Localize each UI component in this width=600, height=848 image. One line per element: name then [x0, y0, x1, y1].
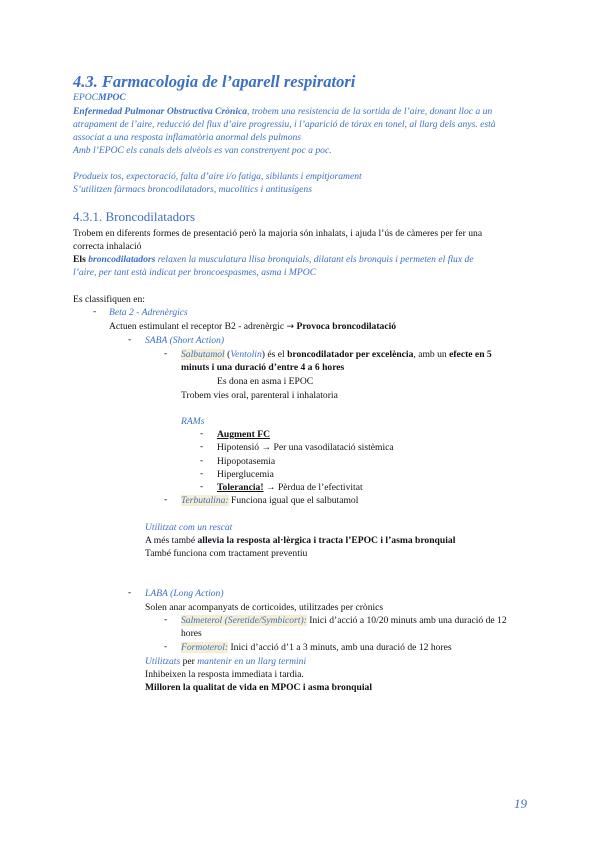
bullet-dash: -	[164, 641, 168, 652]
salbutamol-brand: Ventolin	[230, 349, 262, 360]
formoterol-desc: Inici d’acció d’1 a 3 minuts, amb una duració de 12 hores	[228, 642, 452, 653]
arrow-icon: →	[286, 322, 295, 332]
ram-item	[217, 481, 363, 494]
definition-line-4: Amb l’EPOC els canals dels alvèols es van constrenyent poc a poc.	[73, 145, 332, 156]
subsection-title: 4.3.1. Broncodilatadors	[73, 209, 196, 224]
terbutalina-line	[181, 494, 358, 507]
saba-preventive: També funciona com tractament preventiu	[145, 548, 308, 559]
terbutalina-desc: Funciona igual que el salbutamol	[228, 495, 359, 506]
salbutamol-name: Salbutamol	[181, 349, 225, 360]
bullet-dash: -	[164, 614, 168, 625]
saba-used-bold: allevia la resposta al·lèrgica i tracta l’EPOC i l’asma bronquial	[197, 535, 456, 546]
saba-used-label: Utilitzat com un rescat	[145, 522, 233, 533]
beta2-desc-text: Actuen estimulant el receptor B2 - adrenèrgic	[109, 321, 287, 332]
broncodilatadors-def-line-1	[73, 253, 474, 266]
def-lead: Els	[73, 254, 89, 265]
salmeterol-name: Salmeterol (Seretide/Symbicort):	[181, 615, 307, 626]
salmeterol-line-2: hores	[181, 628, 202, 639]
classify-intro: Es classifiquen en:	[73, 294, 145, 305]
definition-line-3: associat a una resposta inflamatòria anormal dels pulmons	[73, 132, 302, 143]
ram-tolerancia-rest: → Pèrdua de l’efectivitat	[263, 482, 363, 493]
beta2-label: Beta 2 - Adrenèrgics	[109, 307, 188, 318]
formoterol-name: Formoterol:	[181, 642, 229, 653]
laba-improve: Milloren la qualitat de vida en MPOC i asma bronquial	[145, 682, 372, 693]
broncodilatadors-def-line-2: l’aire, per tant està indicat per broncoespasmes, asma i MPOC	[73, 267, 317, 278]
bullet-dash: -	[128, 587, 132, 598]
bullet-dash: -	[128, 334, 132, 345]
definition-line-1	[73, 105, 492, 118]
intro-line-1: Trobem en diferents formes de presentació però la majoria són inhalats, i ajuda l’ús de càmeres per fer una	[73, 228, 483, 239]
salmeterol-line-1	[181, 614, 507, 627]
salmeterol-desc-1: Inici d’acció a 10/20 minuts amb una duració de 12	[306, 615, 507, 626]
bullet-dash: -	[93, 306, 97, 317]
salbutamol-bold-2: efecte en 5	[449, 349, 492, 360]
epoc-label	[73, 91, 126, 104]
formoterol-line	[181, 641, 452, 654]
laba-label: LABA (Long Action)	[145, 588, 224, 599]
salbutamol-mid-2: , amb un	[413, 349, 450, 360]
salbutamol-routes: Trobem vies oral, parenteral i inhalatoria	[181, 390, 338, 401]
laba-used-line	[145, 655, 306, 668]
definition-line-2: atrapament de l’aire, reducció del flux d’aire progressiu, i l’aparició de tórax en tonel, al llarg dels anys. està	[73, 119, 496, 130]
page-number: 19	[514, 796, 527, 811]
ram-tolerancia: Tolerancia!	[217, 482, 264, 493]
ram-item: Hipopotasemia	[217, 456, 276, 467]
salbutamol-mid: ) és el	[261, 349, 288, 360]
terbutalina-name: Terbutalina:	[181, 495, 229, 506]
laba-desc: Solen anar acompanyats de corticoides, utilitzades per crònics	[145, 602, 384, 613]
intro-line-2: correcta inhalació	[73, 241, 142, 252]
bullet-dash: -	[164, 494, 168, 505]
def-text-1: relaxen la musculatura llisa bronquials, dilatant els bronquis i permeten el flux de	[155, 254, 474, 265]
beta2-desc	[109, 320, 396, 334]
def-term: broncodilatadors	[88, 254, 156, 265]
saba-used-pre: A més també	[145, 535, 198, 546]
salbutamol-asma: Es dona en asma i EPOC	[217, 376, 314, 387]
bullet-dash: -	[200, 481, 204, 492]
epoc-label-pre: EPOC	[73, 92, 99, 103]
salbutamol-open: (	[224, 349, 231, 360]
bullet-dash: -	[200, 428, 204, 439]
symptoms-line-1: Produeix tos, expectoració, falta d’aire i/o fatiga, sibilants i empitjorament	[73, 171, 362, 182]
salbutamol-line-2: minuts i una duració d’entre 4 a 6 hores	[181, 362, 345, 373]
beta2-desc-bold: Provoca broncodilatació	[294, 321, 397, 332]
laba-inhib: Inhibeixen la resposta immediata i tardia.	[145, 669, 304, 680]
ram-item: Augment FC	[217, 429, 271, 440]
bullet-dash: -	[164, 348, 168, 359]
bullet-dash: -	[200, 455, 204, 466]
section-title: 4.3. Farmacologia de l’aparell respiratori	[73, 72, 356, 91]
salbutamol-bold-1: broncodilatador per excelència	[287, 349, 414, 360]
ram-item: Hipotensió → Per una vasodilatació sistèmica	[217, 442, 394, 453]
bullet-dash: -	[200, 441, 204, 452]
symptoms-line-2: S’utilitzen fàrmacs broncodilatadors, mucolítics i antitusígens	[73, 184, 312, 195]
epoc-label-bold: MPOC	[98, 92, 126, 103]
rams-label: RAMs	[181, 416, 205, 427]
bullet-dash: -	[200, 468, 204, 479]
ram-item: Hiperglucemia	[217, 469, 274, 480]
laba-used-mid: per	[180, 656, 198, 667]
saba-label: SABA (Short Action)	[145, 335, 225, 346]
laba-used-rest: mantenir en un llarg termini	[197, 656, 307, 667]
salbutamol-line-1	[181, 348, 492, 361]
laba-used-label: Utilitzats	[145, 656, 181, 667]
definition-term: Enfermedad Pulmonar Obstructiva Crònica	[73, 106, 248, 117]
saba-used-line	[145, 534, 455, 547]
definition-text-1: , trobem una resistencia de la sortida de l’aire, donant lloc a un	[247, 106, 493, 117]
